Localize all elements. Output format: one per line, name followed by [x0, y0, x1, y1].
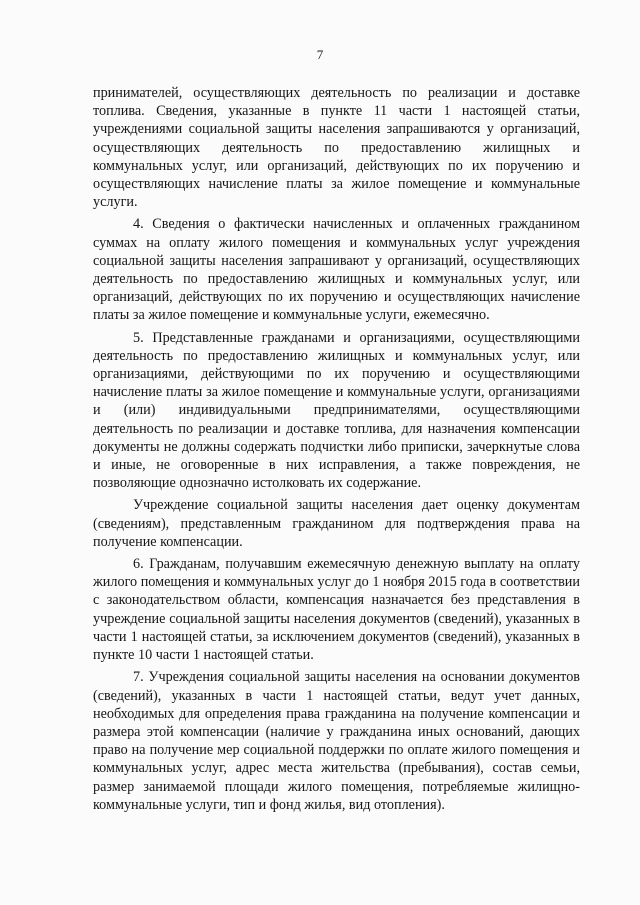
paragraph-item-7: 7. Учреждения социальной защиты населения на основании документов (сведений), указанных в части 1 настоящей статьи, ведут учет данных, необходимых для определения права гражданина на получение компенсации и размера этой компенсации (наличие у гражданина иных оснований, дающих право на получение мер социальной поддержки по оплате жилого помещения и коммунальных услуг, адрес места жительства (пребывания), состав семьи, размер занимаемой площади жилого помещения, потребляемые жилищно-коммунальные услуги, тип и фонд жилья, вид отопления).: [93, 669, 580, 813]
paragraph-item-4: 4. Сведения о фактически начисленных и оплаченных гражданином суммах на оплату жилого помещения и коммунальных услуг учреждения социальной защиты населения запрашивают у организаций, осуществляющих деятельность по предоставлению жилищных и коммунальных услуг, или организаций, действующих по их поручению и осуществляющих начисление платы за жилое помещение и коммунальные услуги, ежемесячно.: [93, 216, 580, 324]
paragraph-continuation: принимателей, осуществляющих деятельность по реализации и доставке топлива. Сведения, указанные в пункте 11 части 1 настоящей статьи, учреждениями социальной защиты населения запрашиваются у организаций, осуществляющих деятельность по предоставлению жилищных и коммунальных услуг, или организаций, действующих по их поручению и осуществляющих начисление платы за жилое помещение и коммунальные услуги.: [93, 85, 580, 211]
paragraph-item-5-assessment: Учреждение социальной защиты населения дает оценку документам (сведениям), представленным гражданином для подтверждения права на получение компенсации.: [93, 497, 580, 550]
paragraph-item-5: 5. Представленные гражданами и организациями, осуществляющими деятельность по предоставлению жилищных и коммунальных услуг, или организациями, действующими по их поручению и осуществляющими начисление платы за жилое помещение и коммунальные услуги, организациями и (или) индивидуальными предпринимателями, осуществляющими деятельность по реализации и доставке топлива, для назначения компенсации документы не должны содержать подчистки либо приписки, зачеркнутые слова и иные, не оговоренные в них исправления, а также повреждения, не позволяющие однозначно истолковать их содержание.: [93, 329, 580, 492]
document-body: [93, 84, 580, 818]
paragraph-item-6: 6. Гражданам, получавшим ежемесячную денежную выплату на оплату жилого помещения и коммунальных услуг до 1 ноября 2015 года в соответствии с законодательством области, компенсация назначается без представления в учреждение социальной защиты населения документов (сведений), указанных в части 1 настоящей статьи, за исключением документов (сведений), указанных в пункте 10 части 1 настоящей статьи.: [93, 556, 580, 664]
page-number: 7: [316, 47, 324, 62]
